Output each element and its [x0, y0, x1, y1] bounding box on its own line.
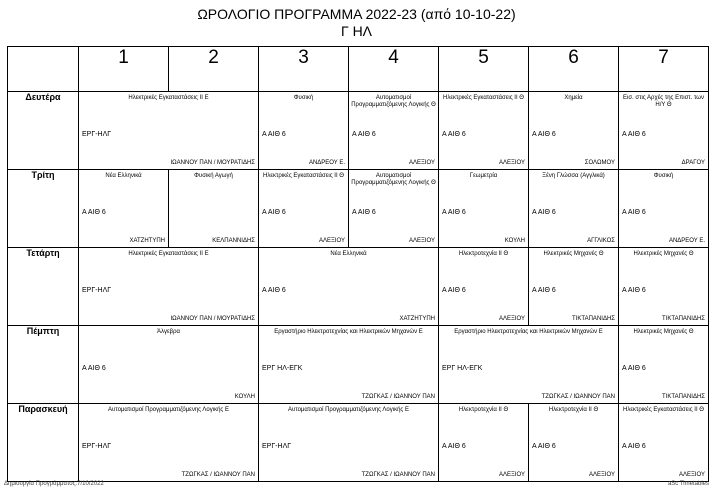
lesson-cell — [619, 248, 709, 326]
lesson-cell — [169, 170, 259, 248]
lesson-subject: Αυτοματισμοί Προγραμματιζόμενης Λογικής Θ — [351, 173, 436, 186]
lesson-cell — [259, 248, 439, 326]
period-header: 5 — [439, 47, 529, 92]
day-row — [8, 92, 709, 170]
lesson-subject: Ηλεκτρικές Εγκαταστάσεις ΙΙ Θ — [623, 407, 704, 413]
lesson-teacher: ΑΛΕΞΙΟΥ — [318, 238, 345, 244]
lesson-teacher: ΤΙΚΤΑΠΑΝΙΔΗΣ — [662, 316, 705, 322]
lesson-subject: Ηλεκτρικές Μηχανές Θ — [543, 251, 604, 257]
lesson-room: Α ΑΙΘ 6 — [442, 287, 466, 294]
lesson-cell — [619, 404, 709, 482]
lesson-room: ΕΡΓ-ΗΛΓ — [82, 443, 112, 450]
lesson-cell — [259, 326, 439, 404]
lesson-teacher: ΑΝΔΡΕΟΥ Ε. — [308, 160, 345, 166]
lesson-subject: Εργαστήριο Ηλεκτροτεχνίας και Ηλεκτρικών Μηχανών Ε — [454, 329, 603, 335]
corner-cell — [8, 47, 79, 92]
lesson-subject: Ηλεκτροτεχνία ΙΙ Θ — [548, 407, 599, 413]
lesson-cell — [439, 404, 529, 482]
lesson-teacher: ΑΛΕΞΙΟΥ — [408, 238, 435, 244]
lesson-subject: Εργαστήριο Ηλεκτροτεχνίας και Ηλεκτρικών Μηχανών Ε — [274, 329, 423, 335]
lesson-room: Α ΑΙΘ 6 — [82, 365, 106, 372]
lesson-room: Α ΑΙΘ 6 — [262, 209, 286, 216]
period-header-row — [8, 47, 709, 92]
lesson-subject: Ηλεκτροτεχνία ΙΙ Θ — [458, 251, 509, 257]
lesson-cell — [79, 326, 259, 404]
timetable-title: ΩΡΟΛΟΓΙΟ ΠΡΟΓΡΑΜΜΑ 2022-23 (από 10-10-22) — [197, 6, 516, 22]
lesson-cell — [79, 248, 259, 326]
lesson-subject: Ηλεκτρικές Εγκαταστάσεις ΙΙ Θ — [443, 95, 524, 101]
lesson-room: ΕΡΓ ΗΛ-ΕΓΚ — [262, 365, 303, 372]
lesson-subject: Ηλεκτρικές Εγκαταστάσεις ΙΙ Ε — [128, 95, 209, 101]
lesson-room: Α ΑΙΘ 6 — [622, 209, 646, 216]
footer-software-credit: aSc Timetables — [667, 481, 709, 487]
lesson-room: Α ΑΙΘ 6 — [532, 131, 556, 138]
lesson-teacher: ΑΛΕΞΙΟΥ — [498, 472, 525, 478]
lesson-teacher: ΤΙΚΤΑΠΑΝΙΔΗΣ — [662, 394, 705, 400]
timetable-grid — [7, 46, 709, 482]
lesson-teacher: ΙΩΑΝΝΟΥ ΠΑΝ / ΜΟΥΡΑΤΙΔΗΣ — [170, 316, 255, 322]
lesson-subject: Χημεία — [564, 95, 583, 101]
lesson-subject: Φυσική — [293, 95, 314, 101]
lesson-cell — [529, 248, 619, 326]
lesson-teacher: ΧΑΤΖΗΤΥΠΗ — [129, 238, 165, 244]
lesson-cell — [529, 404, 619, 482]
lesson-room: Α ΑΙΘ 6 — [622, 365, 646, 372]
lesson-teacher: ΤΖΩΓΚΑΣ / ΙΩΑΝΝΟΥ ΠΑΝ — [181, 472, 255, 478]
day-row — [8, 170, 709, 248]
lesson-room: Α ΑΙΘ 6 — [622, 443, 646, 450]
lesson-subject: Ηλεκτρικές Μηχανές Θ — [633, 251, 694, 257]
lesson-room: Α ΑΙΘ 6 — [442, 131, 466, 138]
lesson-room: Α ΑΙΘ 6 — [82, 209, 106, 216]
lesson-teacher: ΑΛΕΞΙΟΥ — [498, 160, 525, 166]
lesson-teacher: ΔΡΑΓΟΥ — [681, 160, 705, 166]
lesson-room: Α ΑΙΘ 6 — [622, 287, 646, 294]
lesson-teacher: ΤΖΩΓΚΑΣ / ΙΩΑΝΝΟΥ ΠΑΝ — [361, 394, 435, 400]
lesson-room: Α ΑΙΘ 6 — [352, 209, 376, 216]
lesson-teacher: ΑΝΔΡΕΟΥ Ε. — [668, 238, 705, 244]
period-header: 7 — [619, 47, 709, 92]
lesson-subject: Γεωμετρία — [469, 173, 498, 179]
lesson-subject: Ηλεκτρικές Εγκαταστάσεις ΙΙ Θ — [263, 173, 344, 179]
lesson-cell — [439, 170, 529, 248]
lesson-cell — [439, 248, 529, 326]
lesson-teacher: ΚΟΥΛΗ — [504, 238, 525, 244]
day-label: Τρίτη — [8, 170, 79, 248]
lesson-teacher: ΑΛΕΞΙΟΥ — [678, 472, 705, 478]
lesson-teacher: ΑΛΕΞΙΟΥ — [408, 160, 435, 166]
lesson-room: ΕΡΓ-ΗΛΓ — [82, 287, 112, 294]
lesson-teacher: ΤΖΩΓΚΑΣ / ΙΩΑΝΝΟΥ ΠΑΝ — [361, 472, 435, 478]
lesson-subject: Ηλεκτρικές Εγκαταστάσεις ΙΙ Ε — [128, 251, 209, 257]
day-label: Πέμπτη — [8, 326, 79, 404]
lesson-teacher: ΣΟΛΩΜΟΥ — [584, 160, 615, 166]
lesson-cell — [529, 170, 619, 248]
lesson-cell — [619, 92, 709, 170]
lesson-room: Α ΑΙΘ 6 — [262, 287, 286, 294]
lesson-subject: Ξένη Γλώσσα (Αγγλικά) — [542, 173, 605, 179]
lesson-room: Α ΑΙΘ 6 — [442, 443, 466, 450]
lesson-subject: Φυσική — [653, 173, 674, 179]
lesson-teacher: ΑΛΕΞΙΟΥ — [588, 472, 615, 478]
lesson-subject: Φυσική Αγωγή — [194, 173, 233, 179]
lesson-subject: Νέα Ελληνικά — [105, 173, 142, 179]
lesson-cell — [259, 404, 439, 482]
lesson-room: Α ΑΙΘ 6 — [532, 443, 556, 450]
period-header: 2 — [169, 47, 259, 92]
lesson-teacher: ΚΕΛΠΑΝΝΙΔΗΣ — [212, 238, 255, 244]
lesson-teacher: ΙΩΑΝΝΟΥ ΠΑΝ / ΜΟΥΡΑΤΙΔΗΣ — [170, 160, 255, 166]
class-name: Γ ΗΛ — [340, 23, 373, 39]
footer-creation-date: Δημιουργία Προγράμματος:7/10/2022 — [4, 481, 104, 487]
lesson-subject: Αυτοματισμοί Προγραμματιζόμενης Λογικής Ε — [288, 407, 409, 413]
lesson-cell — [439, 326, 619, 404]
day-label: Δευτέρα — [8, 92, 79, 170]
period-header: 1 — [79, 47, 169, 92]
lesson-room: Α ΑΙΘ 6 — [442, 209, 466, 216]
period-header: 4 — [349, 47, 439, 92]
lesson-subject: Αυτοματισμοί Προγραμματιζόμενης Λογικής Ε — [108, 407, 229, 413]
lesson-cell — [259, 170, 349, 248]
lesson-subject: Νέα Ελληνικά — [330, 251, 367, 257]
lesson-cell — [79, 92, 259, 170]
lesson-cell — [619, 326, 709, 404]
day-row — [8, 404, 709, 482]
lesson-cell — [259, 92, 349, 170]
lesson-room: Α ΑΙΘ 6 — [352, 131, 376, 138]
lesson-room: ΕΡΓ ΗΛ-ΕΓΚ — [442, 365, 483, 372]
lesson-room: Α ΑΙΘ 6 — [532, 287, 556, 294]
lesson-teacher: ΧΑΤΖΗΤΥΠΗ — [399, 316, 435, 322]
lesson-teacher: ΑΛΕΞΙΟΥ — [498, 316, 525, 322]
day-row — [8, 326, 709, 404]
lesson-cell — [79, 170, 169, 248]
lesson-teacher: ΚΟΥΛΗ — [234, 394, 255, 400]
lesson-cell — [349, 170, 439, 248]
day-row — [8, 248, 709, 326]
period-header: 3 — [259, 47, 349, 92]
lesson-teacher: ΑΓΓΛΙΚΟΣ — [587, 238, 615, 244]
lesson-subject: Αυτοματισμοί Προγραμματιζόμενης Λογικής Θ — [351, 95, 436, 108]
lesson-room: Α ΑΙΘ 6 — [532, 209, 556, 216]
lesson-room: ΕΡΓ-ΗΛΓ — [82, 131, 112, 138]
lesson-room: Α ΑΙΘ 6 — [262, 131, 286, 138]
lesson-room: Α ΑΙΘ 6 — [622, 131, 646, 138]
lesson-subject: Άλγεβρα — [156, 329, 180, 335]
lesson-teacher: ΤΖΩΓΚΑΣ / ΙΩΑΝΝΟΥ ΠΑΝ — [541, 394, 615, 400]
lesson-subject: Ηλεκτρικές Μηχανές Θ — [633, 329, 694, 335]
lesson-cell — [349, 92, 439, 170]
lesson-subject: Εισ. στις Αρχές της Επιστ. των Η/Υ Θ — [623, 95, 704, 108]
lesson-cell — [79, 404, 259, 482]
lesson-cell — [529, 92, 619, 170]
lesson-cell — [619, 170, 709, 248]
lesson-teacher: ΤΙΚΤΑΠΑΝΙΔΗΣ — [572, 316, 615, 322]
period-header: 6 — [529, 47, 619, 92]
lesson-room: ΕΡΓ-ΗΛΓ — [262, 443, 292, 450]
day-label: Παρασκευή — [8, 404, 79, 482]
day-label: Τετάρτη — [8, 248, 79, 326]
lesson-subject: Ηλεκτροτεχνία ΙΙ Θ — [458, 407, 509, 413]
lesson-cell — [439, 92, 529, 170]
